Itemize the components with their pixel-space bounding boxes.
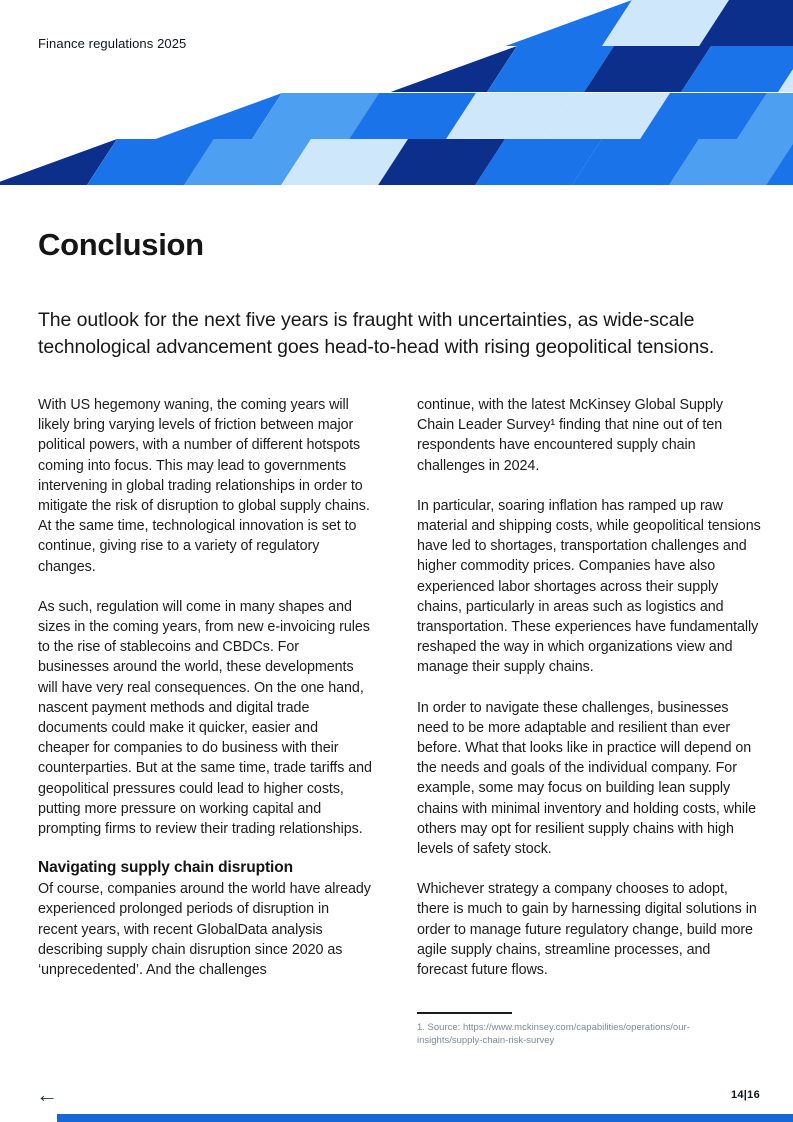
left-paragraph-3: Of course, companies around the world have already experienced prolonged periods of disruption in recent years, with recent GlobalData analysis describing supply chain disruption since 2020 as ‘unprecedented’. And the challenges [38,881,371,979]
bottom-accent-bar [57,1114,793,1122]
right-paragraph-3: In order to navigate these challenges, businesses need to be more adaptable and resilient than ever before. What that looks like in practice will depend on the needs and goals of the individual company. For example, some may focus on building lean supply chains with minimal inventory and holding costs, while others may opt for resilient supply chains with high levels of safety stock. [417,699,757,858]
left-paragraph-2: As such, regulation will come in many shapes and sizes in the coming years, from new e-invoicing rules to the rise of stablecoins and CBDCs. For businesses around the world, these developments will have very real consequences. On the one hand, nascent payment methods and digital trade documents could make it quicker, easier and cheaper for companies to do business with their counterparties. But at the same time, trade tariffs and geopolitical pressures could lead to higher costs, putting more pressure on working capital and prompting firms to review their trading relationships. [38,598,372,838]
page-number: 14|16 [730,1089,760,1101]
right-paragraph-2: In particular, soaring inflation has ramped up raw material and shipping costs, while geopolitical tensions have led to shortages, transportation challenges and higher commodity prices. Companies have also experienced labor shortages across their supply chains, particularly in areas such as logistics and transportation. These experiences have fundamentally reshaped the way in which organizations view and manage their supply chains. [417,497,761,676]
content [0,185,793,1047]
footnote-text: 1. Source: https://www.mckinsey.com/capabilities/operations/our-insights/supply-chain-risk-survey [417,1022,690,1047]
column-right [417,395,763,1047]
footnote [417,1012,747,1047]
header-band [0,0,793,185]
right-paragraph-1: continue, with the latest McKinsey Global Supply Chain Leader Survey¹ finding that nine out of ten respondents have encountered supply chain challenges in 2024. [417,397,723,474]
page-title: Conclusion [38,227,204,262]
left-paragraph-1: With US hegemony waning, the coming years will likely bring varying levels of friction between major political powers, with a number of different hotspots coming into focus. This may lead to governments intervening in global trading relationships in order to mitigate the risk of disruption to global supply chains. At the same time, technological innovation is set to continue, giving rise to a variety of regulatory changes. [38,397,370,575]
column-left [38,395,372,1047]
page-subtitle: The outlook for the next five years is fraught with uncertainties, as wide-scale technological advancement goes head-to-head with rising geopolitical tensions. [38,309,715,358]
right-paragraph-4: Whichever strategy a company chooses to adopt, there is much to gain by harnessing digital solutions in order to manage future regulatory change, build more agile supply chains, streamline processes, and forecast future flows. [417,881,757,979]
doc-label: Finance regulations 2025 [38,36,187,51]
footnote-rule [417,1012,512,1014]
back-arrow-button[interactable]: ← [36,1082,58,1107]
section-heading: Navigating supply chain disruption [38,859,293,877]
two-column-body [38,395,762,1047]
